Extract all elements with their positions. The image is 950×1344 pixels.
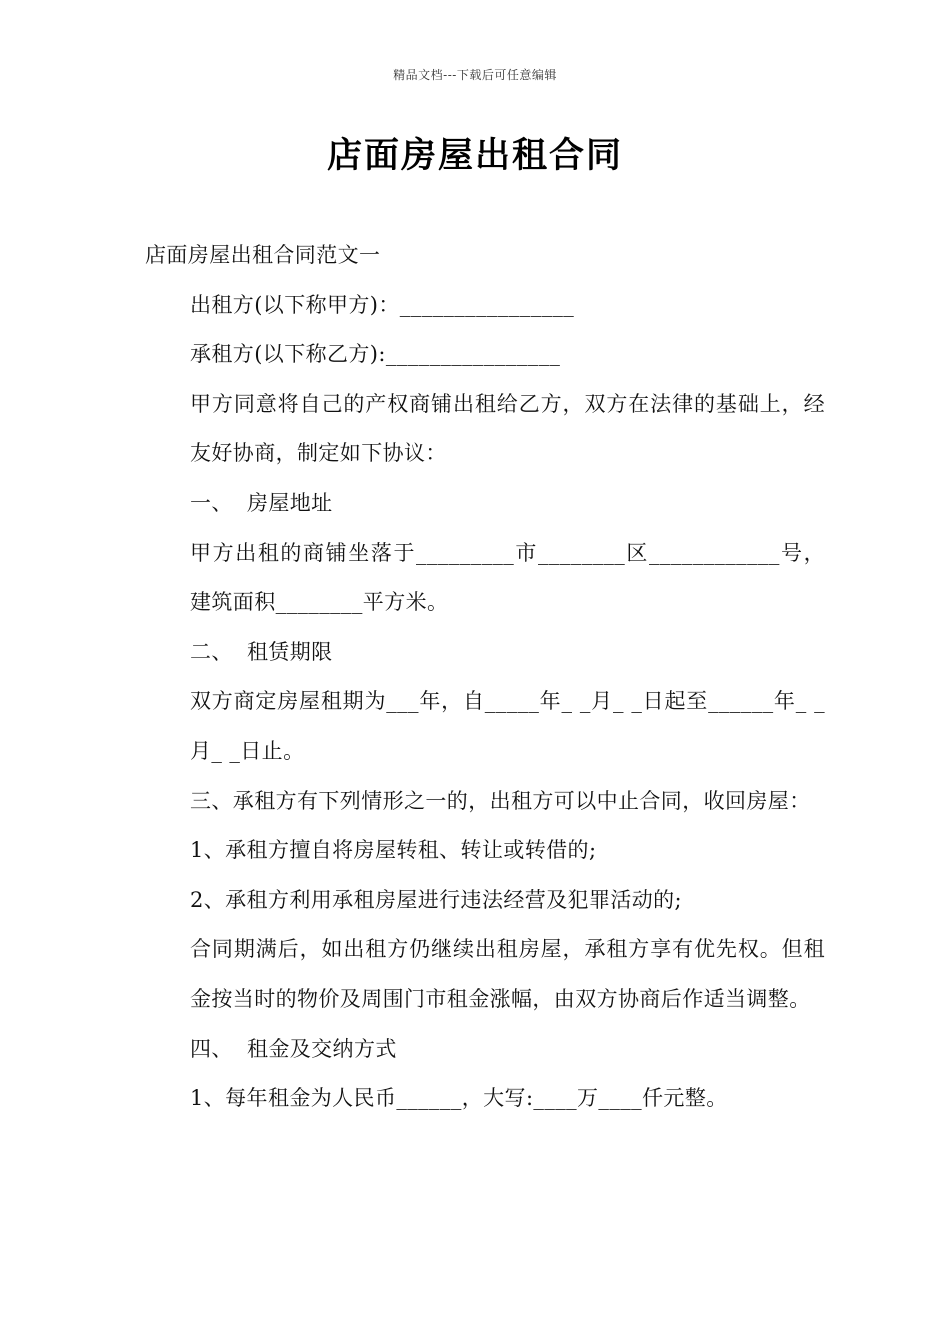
lessee-line: 承租方(以下称乙方):________________ (190, 342, 561, 367)
section-heading: 店面房屋出租合同范文一 (145, 243, 381, 267)
clause-heading-term: 二、 租赁期限 (190, 639, 333, 664)
rent-item-1: 1、每年租金为人民币______，大写:____万____仟元整。 (190, 1086, 728, 1111)
clause-heading-rent: 四、 租金及交纳方式 (190, 1036, 397, 1061)
termination-item-2: 2、承租方利用承租房屋进行违法经营及犯罪活动的; (190, 887, 683, 912)
renewal-paragraph: 合同期满后，如出租方仍继续出租房屋，承租方享有优先权。但租金按当时的物价及周围门市租金涨幅，由双方协商后作适当调整。 (190, 937, 825, 1011)
agreement-intro: 甲方同意将自己的产权商铺出租给乙方，双方在法律的基础上，经友好协商，制定如下协议： (190, 391, 825, 466)
lessor-line: 出租方(以下称甲方)：________________ (190, 292, 575, 317)
term-paragraph: 双方商定房屋租期为___年，自_____年_ _月_ _日起至______年_ _月_ _日止。 (190, 689, 825, 763)
termination-item-1: 1、承租方擅自将房屋转租、转让或转借的; (190, 838, 597, 863)
header-note: 精品文档---下载后可任意编辑 (393, 68, 557, 82)
clause-termination: 三、承租方有下列情形之一的，出租方可以中止合同，收回房屋： (190, 788, 811, 813)
document-body (145, 231, 825, 1124)
clause-heading-address: 一、 房屋地址 (190, 490, 333, 515)
address-paragraph: 甲方出租的商铺坐落于_________市________区____________号，建筑面积________平方米。 (190, 540, 825, 615)
document-title: 店面房屋出租合同 (326, 136, 623, 176)
